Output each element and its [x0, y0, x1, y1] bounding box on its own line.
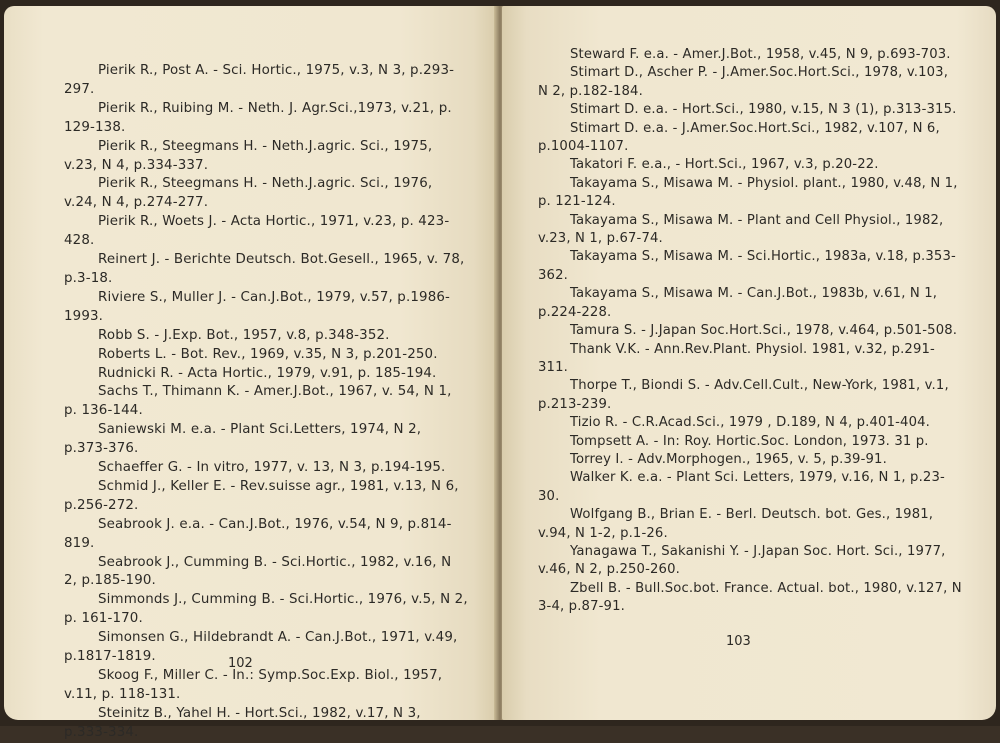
- reference-entry: Takatori F. e.a., - Hort.Sci., 1967, v.3, p.20-22.: [570, 157, 879, 173]
- reference-entry: Pierik R., Woets J. - Acta Hortic., 1971, v.23, p. 423-428.: [64, 214, 450, 249]
- reference-entry: Wolfgang B., Brian E. - Berl. Deutsch. bot. Ges., 1981, v.94, N 1-2, p.1-26.: [538, 507, 934, 541]
- reference-entry: Takayama S., Misawa M. - Physiol. plant., 1980, v.48, N 1, p. 121-124.: [538, 175, 958, 210]
- reference-entry: Tizio R. - C.R.Acad.Sci., 1979 , D.189, N 4, p.401-404.: [570, 415, 930, 431]
- reference-entry: Simonsen G., Hildebrandt A. - Can.J.Bot., 1971, v.49, p.1817-1819.: [64, 630, 458, 665]
- reference-entry: Thank V.K. - Ann.Rev.Plant. Physiol. 1981, v.32, p.291-311.: [538, 341, 935, 375]
- reference-entry: Sachs T., Thimann K. - Amer.J.Bot., 1967, v. 54, N 1, p. 136-144.: [64, 384, 452, 419]
- page-number: 102: [228, 656, 253, 671]
- reference-entry: Yanagawa T., Sakanishi Y. - J.Japan Soc. Hort. Sci., 1977, v.46, N 2, p.250-260.: [538, 543, 946, 578]
- reference-entry: Stimart D., Ascher P. - J.Amer.Soc.Hort.Sci., 1978, v.103, N 2, p.182-184.: [538, 65, 949, 99]
- reference-entry: Schaeffer G. - In vitro, 1977, v. 13, N 3, p.194-195.: [98, 460, 446, 476]
- reference-entry: Roberts L. - Bot. Rev., 1969, v.35, N 3, p.201-250.: [98, 346, 438, 362]
- reference-entry: Pierik R., Steegmans H. - Neth.J.agric. Sci., 1975, v.23, N 4, p.334-337.: [64, 138, 433, 173]
- reference-entry: Tamura S. - J.Japan Soc.Hort.Sci., 1978, v.464, p.501-508.: [570, 323, 958, 339]
- reference-entry: Skoog F., Miller C. - In.: Symp.Soc.Exp. Biol., 1957, v.11, p. 118-131.: [64, 668, 443, 702]
- reference-entry: Seabrook J., Cumming B. - Sci.Hortic., 1982, v.16, N 2, p.185-190.: [64, 554, 452, 589]
- reference-entry: Simmonds J., Cumming B. - Sci.Hortic., 1976, v.5, N 2, p. 161-170.: [64, 592, 468, 627]
- reference-entry: Pierik R., Steegmans H. - Neth.J.agric. Sci., 1976, v.24, N 4, p.274-277.: [64, 176, 433, 211]
- reference-entry: Takayama S., Misawa M. - Can.J.Bot., 1983b, v.61, N 1, p.224-228.: [538, 286, 938, 320]
- reference-entry: Seabrook J. e.a. - Can.J.Bot., 1976, v.54, N 9, p.814-819.: [64, 516, 452, 551]
- reference-entry: Tompsett A. - In: Roy. Hortic.Soc. London, 1973. 31 p.: [570, 433, 929, 449]
- reference-entry: Walker K. e.a. - Plant Sci. Letters, 1979, v.16, N 1, p.23-30.: [538, 470, 945, 504]
- reference-entry: Thorpe T., Biondi S. - Adv.Cell.Cult., New-York, 1981, v.1, p.213-239.: [538, 378, 949, 412]
- reference-entry: Reinert J. - Berichte Deutsch. Bot.Gesell., 1965, v. 78, p.3-18.: [64, 252, 465, 286]
- reference-entry: Schmid J., Keller E. - Rev.suisse agr., 1981, v.13, N 6, p.256-272.: [64, 478, 459, 513]
- right-page: [502, 6, 996, 720]
- reference-entry: Rudnicki R. - Acta Hortic., 1979, v.91, p. 185-194.: [98, 365, 437, 381]
- reference-entry: Takayama S., Misawa M. - Sci.Hortic., 1983a, v.18, p.353-362.: [538, 249, 956, 283]
- reference-entry: Steinitz B., Yahel H. - Hort.Sci., 1982, v.17, N 3, p.333-334.: [64, 705, 421, 740]
- page-number: 103: [726, 634, 751, 649]
- reference-entry: Riviere S., Muller J. - Can.J.Bot., 1979, v.57, p.1986-1993.: [64, 289, 451, 324]
- reference-entry: Stimart D. e.a. - J.Amer.Soc.Hort.Sci., 1982, v.107, N 6, p.1004-1107.: [538, 120, 940, 155]
- reference-entry: Takayama S., Misawa M. - Plant and Cell Physiol., 1982, v.23, N 1, p.67-74.: [538, 212, 944, 247]
- right-reference-list: [538, 46, 962, 617]
- reference-entry: Robb S. - J.Exp. Bot., 1957, v.8, p.348-352.: [98, 327, 390, 343]
- reference-entry: Torrey I. - Adv.Morphogen., 1965, v. 5, p.39-91.: [570, 451, 887, 467]
- left-reference-list: [64, 62, 468, 743]
- reference-entry: Stimart D. e.a. - Hort.Sci., 1980, v.15, N 3 (1), p.313-315.: [570, 102, 957, 118]
- reference-entry: Pierik R., Post A. - Sci. Hortic., 1975, v.3, N 3, p.293-297.: [64, 63, 455, 97]
- reference-entry: Pierik R., Ruibing M. - Neth. J. Agr.Sci.,1973, v.21, p. 129-138.: [64, 100, 452, 135]
- reference-entry: Zbell B. - Bull.Soc.bot. France. Actual. bot., 1980, v.127, N 3-4, p.87-91.: [538, 580, 962, 615]
- left-page: [4, 6, 498, 740]
- reference-entry: Steward F. e.a. - Amer.J.Bot., 1958, v.45, N 9, p.693-703.: [570, 47, 951, 62]
- reference-entry: Saniewski M. e.a. - Plant Sci.Letters, 1974, N 2, p.373-376.: [64, 422, 422, 457]
